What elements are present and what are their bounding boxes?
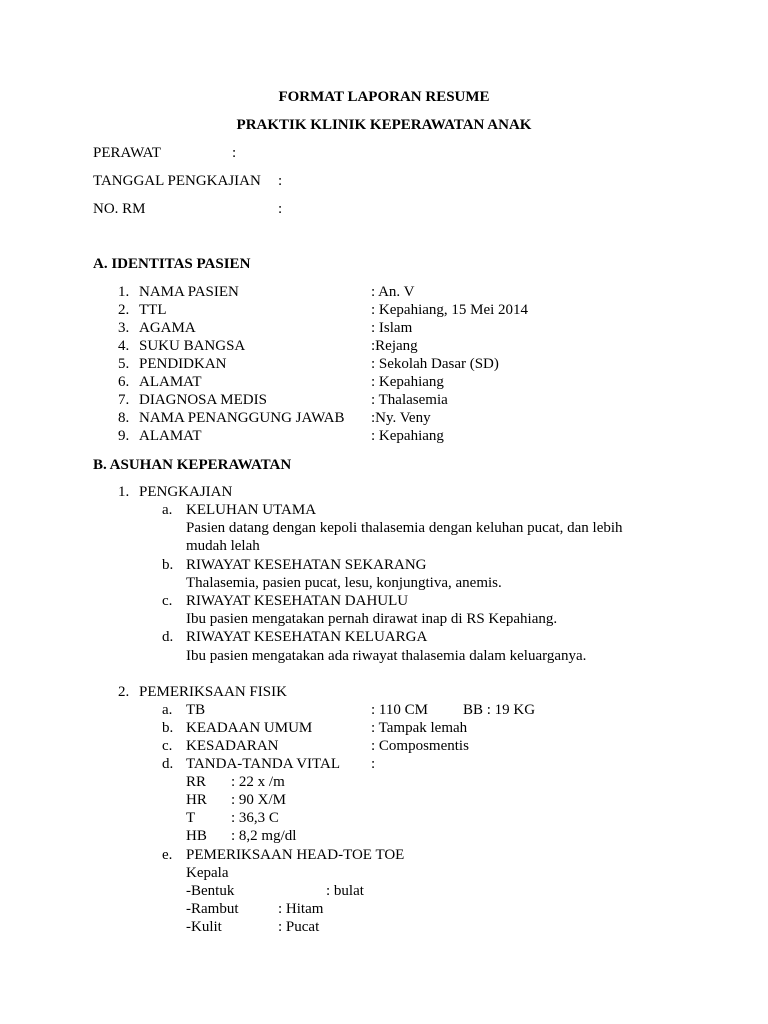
vital-label: HB <box>186 828 207 844</box>
list-num: 4. <box>118 338 130 354</box>
sub-label: RIWAYAT KESEHATAN SEKARANG <box>186 557 427 573</box>
list-value: : Kepahiang <box>371 374 444 390</box>
pemeriksaan-heading: PEMERIKSAAN FISIK <box>139 684 287 700</box>
list-label: ALAMAT <box>139 428 202 444</box>
sub-value: : Tampak lemah <box>371 720 468 736</box>
list-num: 1. <box>118 284 130 300</box>
sub-label: TANDA-TANDA VITAL <box>186 756 341 772</box>
sub-label: TB <box>186 702 206 718</box>
header-label-norm: NO. RM <box>93 201 146 217</box>
list-num: 2. <box>118 684 130 700</box>
section-b-heading: B. ASUHAN KEPERAWATAN <box>93 457 292 473</box>
list-value: : Sekolah Dasar (SD) <box>371 356 499 372</box>
headtoe-value: : Hitam <box>278 901 324 917</box>
list-num: 8. <box>118 410 130 426</box>
list-label: NAMA PASIEN <box>139 284 239 300</box>
sub-text: Ibu pasien mengatakan pernah dirawat inap di RS Kepahiang. <box>186 611 558 627</box>
headtoe-sub-heading: Kepala <box>186 865 229 881</box>
sub-value: : 110 CM <box>371 702 428 718</box>
list-label: DIAGNOSA MEDIS <box>139 392 267 408</box>
sub-letter: b. <box>162 557 174 573</box>
list-value: : Islam <box>371 320 413 336</box>
headtoe-label: -Kulit <box>186 919 222 935</box>
list-value: : Kepahiang <box>371 428 444 444</box>
list-label: TTL <box>139 302 167 318</box>
sub-label: KEADAAN UMUM <box>186 720 313 736</box>
list-num: 1. <box>118 484 130 500</box>
headtoe-value: : bulat <box>326 883 364 899</box>
list-label: NAMA PENANGGUNG JAWAB <box>139 410 345 426</box>
headtoe-label: -Rambut <box>186 901 239 917</box>
vital-label: T <box>186 810 196 826</box>
page-subtitle: PRAKTIK KLINIK KEPERAWATAN ANAK <box>236 117 532 133</box>
list-label: PENDIDKAN <box>139 356 227 372</box>
vital-value: : 8,2 mg/dl <box>231 828 297 844</box>
list-value: : Kepahiang, 15 Mei 2014 <box>371 302 529 318</box>
sub-letter: c. <box>162 738 173 754</box>
sub-label: RIWAYAT KESEHATAN KELUARGA <box>186 629 428 645</box>
header-label-tanggal: TANGGAL PENGKAJIAN <box>93 173 261 189</box>
sub-letter: b. <box>162 720 174 736</box>
list-label: AGAMA <box>139 320 196 336</box>
sub-letter: a. <box>162 702 173 718</box>
header-sep-tanggal: : <box>278 173 283 189</box>
sub-label: PEMERIKSAAN HEAD-TOE TOE <box>186 847 405 863</box>
list-num: 9. <box>118 428 130 444</box>
list-num: 7. <box>118 392 130 408</box>
sub-value-extra: BB : 19 KG <box>463 702 536 718</box>
list-value: :Rejang <box>371 338 418 354</box>
headtoe-value: : Pucat <box>278 919 320 935</box>
sub-letter: d. <box>162 756 174 772</box>
section-a-heading: A. IDENTITAS PASIEN <box>93 256 251 272</box>
sub-value: : Composmentis <box>371 738 469 754</box>
page-title: FORMAT LAPORAN RESUME <box>278 89 490 105</box>
sub-letter: a. <box>162 502 173 518</box>
list-value: :Ny. Veny <box>371 410 431 426</box>
list-value: : Thalasemia <box>371 392 448 408</box>
list-label: ALAMAT <box>139 374 202 390</box>
sub-letter: e. <box>162 847 173 863</box>
vital-label: RR <box>186 774 207 790</box>
sub-letter: d. <box>162 629 174 645</box>
list-value: : An. V <box>371 284 415 300</box>
sub-letter: c. <box>162 593 173 609</box>
list-num: 6. <box>118 374 130 390</box>
sub-label: KELUHAN UTAMA <box>186 502 317 518</box>
sub-text: Thalasemia, pasien pucat, lesu, konjungtiva, anemis. <box>186 575 502 591</box>
sub-value: : <box>371 756 376 772</box>
headtoe-label: -Bentuk <box>186 883 235 899</box>
vital-value: : 36,3 C <box>231 810 279 826</box>
sub-text: Ibu pasien mengatakan ada riwayat thalasemia dalam keluarganya. <box>186 648 587 664</box>
list-label: SUKU BANGSA <box>139 338 246 354</box>
vital-value: : 90 X/M <box>231 792 287 808</box>
sub-text: Pasien datang dengan kepoli thalasemia dengan keluhan pucat, dan lebih mudah lelah <box>186 520 623 554</box>
vital-value: : 22 x /m <box>231 774 285 790</box>
sub-label: RIWAYAT KESEHATAN DAHULU <box>186 593 409 609</box>
pengkajian-heading: PENGKAJIAN <box>139 484 233 500</box>
list-num: 2. <box>118 302 130 318</box>
list-num: 5. <box>118 356 130 372</box>
sub-label: KESADARAN <box>186 738 279 754</box>
header-sep-perawat: : <box>232 145 237 161</box>
vital-label: HR <box>186 792 207 808</box>
header-sep-norm: : <box>278 201 283 217</box>
list-num: 3. <box>118 320 130 336</box>
header-label-perawat: PERAWAT <box>93 145 161 161</box>
